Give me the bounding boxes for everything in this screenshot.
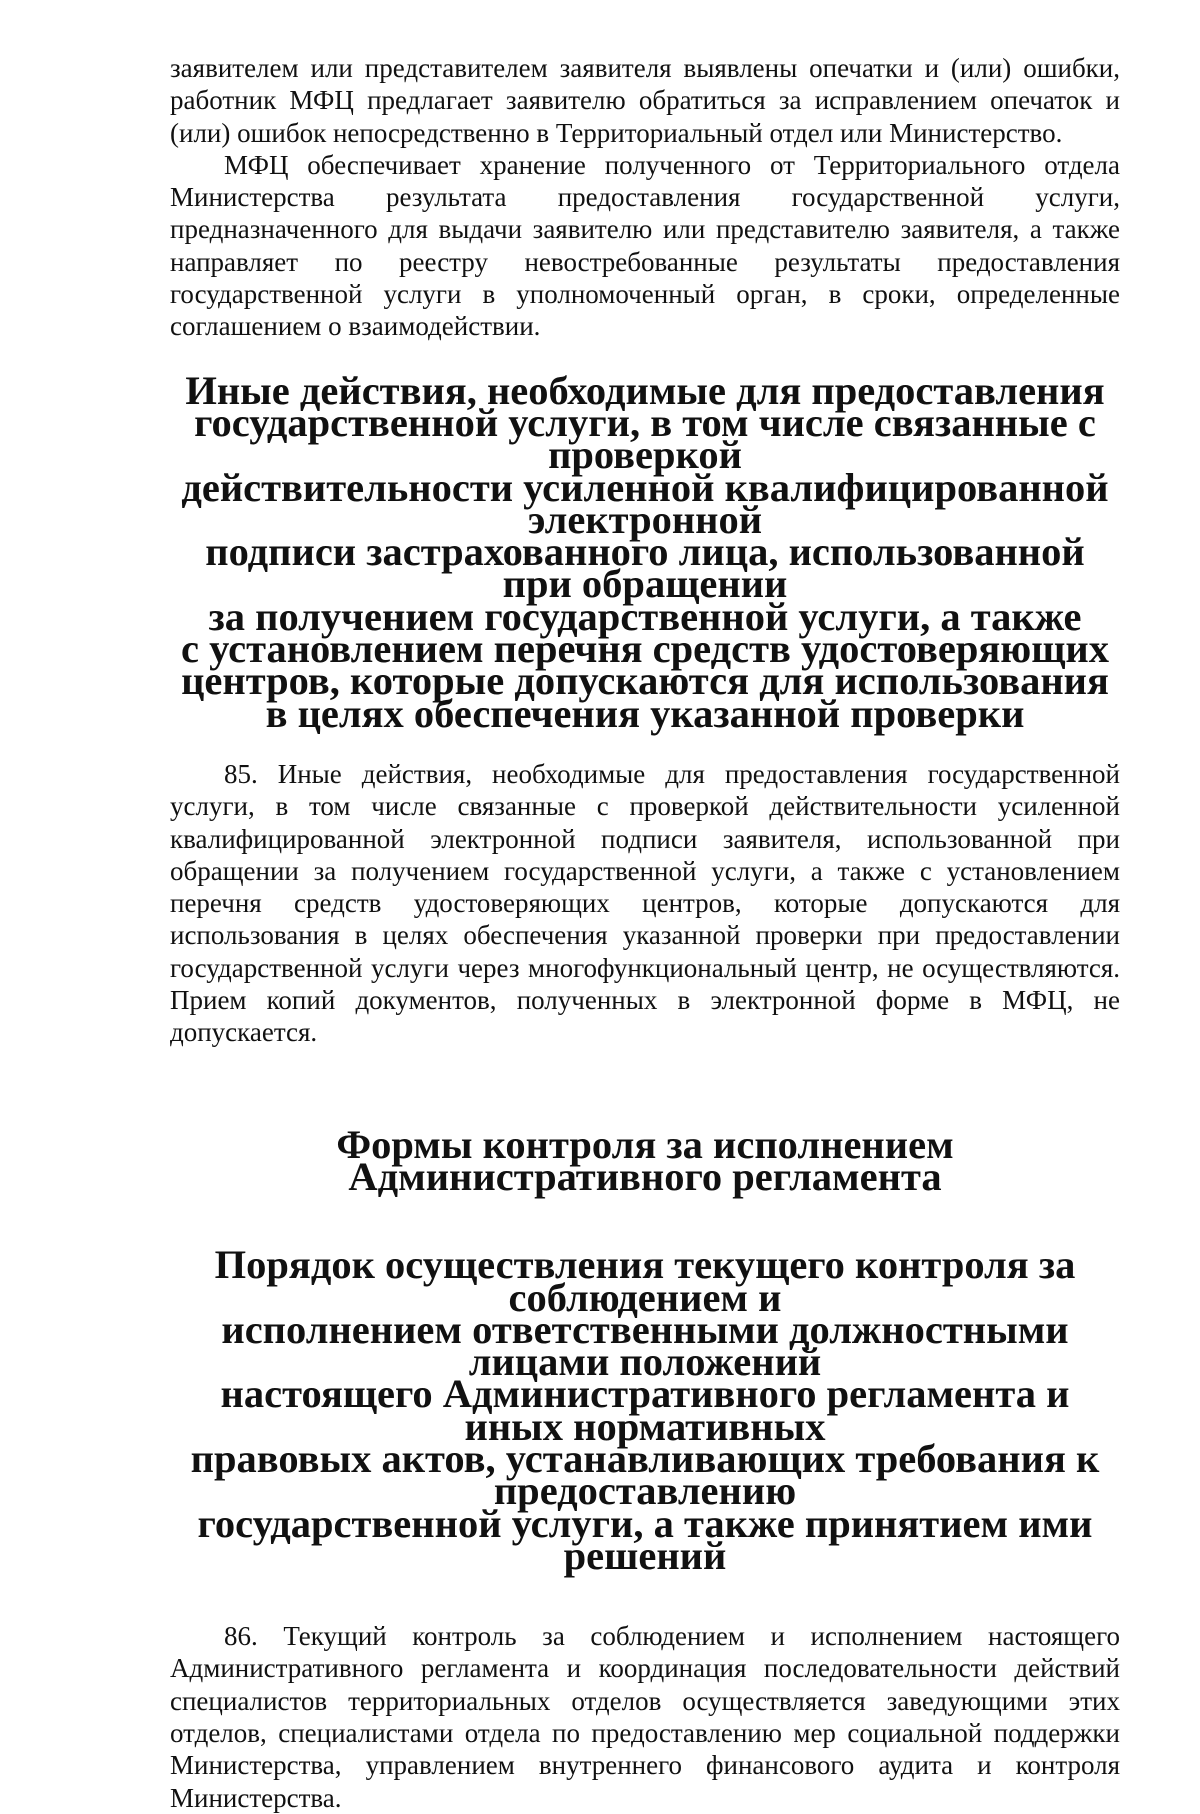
subheading-line: Порядок осуществления текущего контроля за соблюдением и xyxy=(214,1242,1076,1320)
document-page xyxy=(170,52,1120,1814)
heading-line: государственной услуги, в том числе связанные с проверкой xyxy=(194,399,1096,478)
mfc-storage-paragraph: МФЦ обеспечивает хранение полученного от Территориального отдела Министерства результата предоставления государственной услуги, предназначенного для выдачи заявителю или представителю заявителя, а также направляет по реестру невостребованные результаты предоставления государственной услуги в уполномоченный орган, в сроки, определенные соглашением о взаимодействии. xyxy=(170,149,1120,342)
subheading-line: исполнением ответственными должностными лицами положений xyxy=(221,1306,1069,1385)
subheading-line: государственной услуги, а также принятием ими решений xyxy=(197,1500,1093,1578)
other-actions-heading xyxy=(170,367,1120,736)
control-forms-title: Формы контроля за исполнением Административного регламента xyxy=(336,1121,954,1199)
continuation-paragraph: заявителем или представителем заявителя выявлены опечатки и (или) ошибки, работник МФЦ предлагает заявителю обратиться за исправлением опечаток и (или) ошибок непосредственно в Территориальный отдел или Министерство. xyxy=(170,53,1120,148)
item-85-paragraph: 85. Иные действия, необходимые для предоставления государственной услуги, в том числе связанные с проверкой действительности усиленной квалифицированной электронной подписи заявителя, использованной при обращении за получением государственной услуги, а также с установлением перечня средств удостоверяющих центров, которые допускаются для использования в целях обеспечения указанной проверки при предоставлении государственной услуги через многофункциональный центр, не осуществляются. Прием копий документов, полученных в электронной форме в МФЦ, не допускается. xyxy=(170,758,1120,1048)
heading-line: центров, которые допускаются для использования xyxy=(181,658,1109,704)
item-86-paragraph: 86. Текущий контроль за соблюдением и исполнением настоящего Административного регламента и координация последовательности действий специалистов территориальных отделов осуществляется заведующими этих отделов, специалистами отдела по предоставлению мер социальной поддержки Министерства, управлением внутреннего финансового аудита и контроля Министерства. xyxy=(170,1621,1120,1813)
heading-line: действительности усиленной квалифицированной электронной xyxy=(181,464,1109,542)
subheading-line: правовых актов, устанавливающих требования к предоставлению xyxy=(190,1435,1100,1514)
current-control-subheading xyxy=(170,1242,1120,1578)
heading-line: подписи застрахованного лица, использованной при обращении xyxy=(205,529,1085,607)
subheading-line: настоящего Административного регламента и иных нормативных xyxy=(220,1371,1070,1449)
heading-line: Иные действия, необходимые для предоставления xyxy=(185,367,1105,413)
heading-line: с установлением перечня средств удостоверяющих xyxy=(180,626,1110,672)
heading-line: за получением государственной услуги, а также xyxy=(208,593,1082,639)
heading-line: в целях обеспечения указанной проверки xyxy=(265,690,1025,736)
